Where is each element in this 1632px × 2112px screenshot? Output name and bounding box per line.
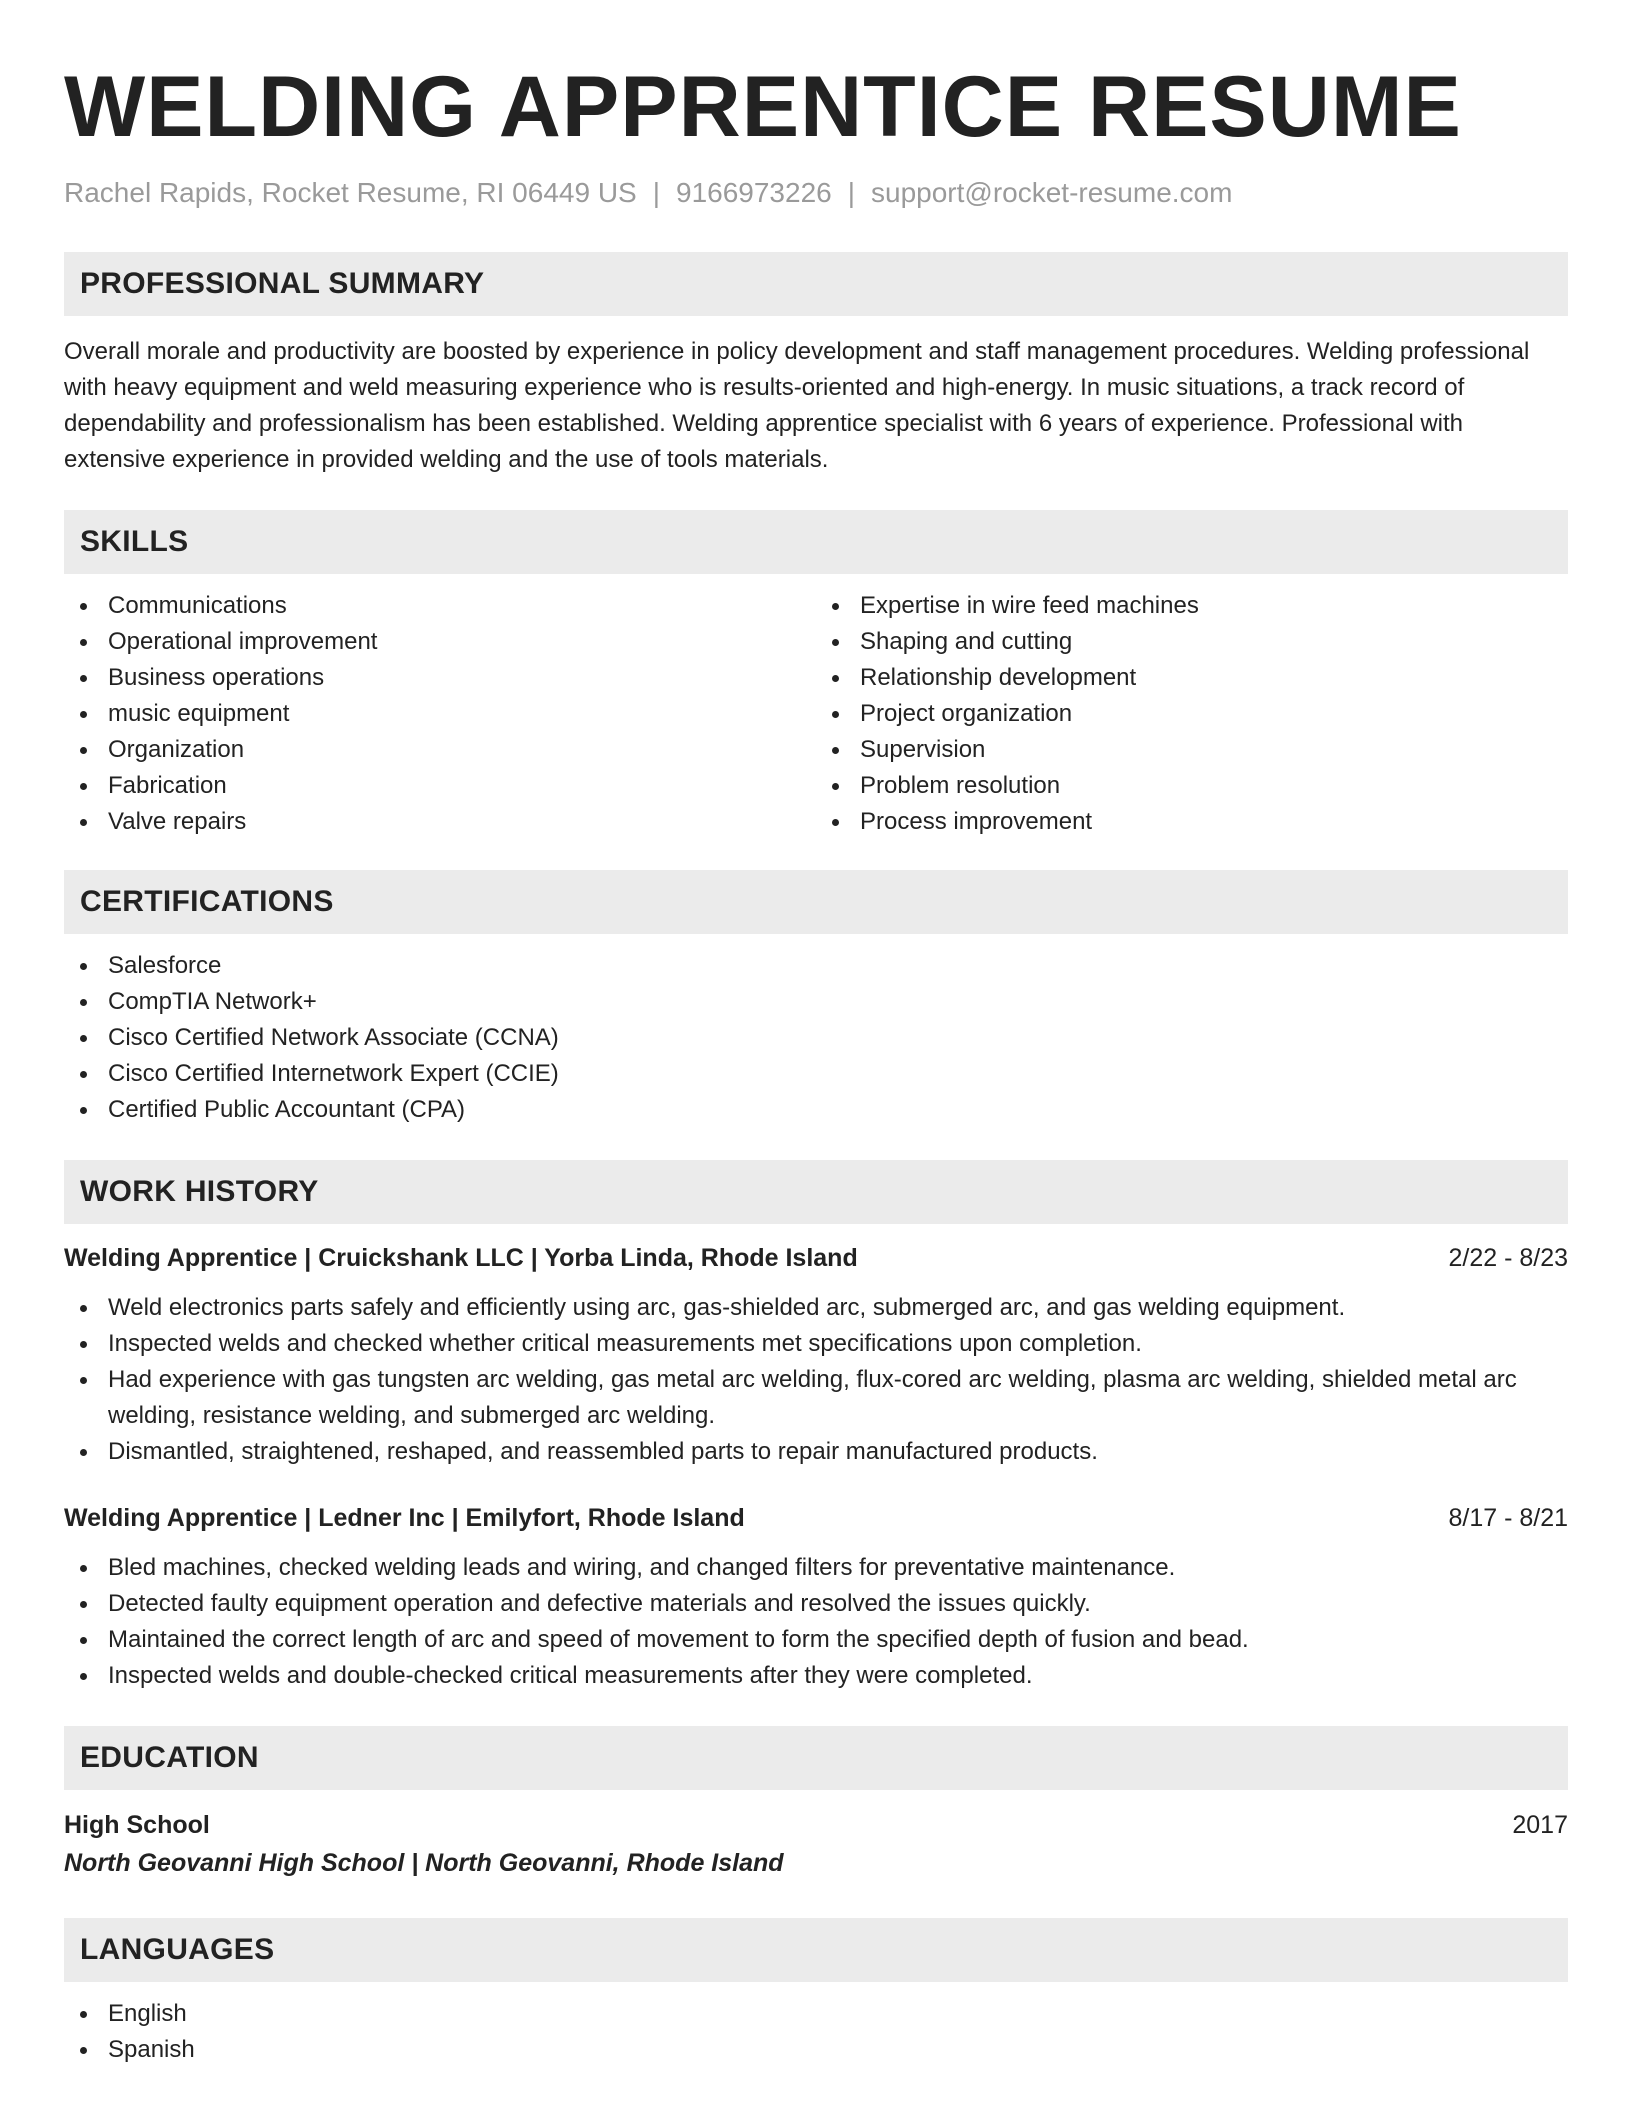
skills-heading: SKILLS: [64, 510, 1568, 574]
education-entry: [64, 1806, 1568, 1882]
list-item: CompTIA Network+: [64, 984, 1568, 1020]
job-header: [64, 1240, 1568, 1276]
list-item: music equipment: [64, 696, 816, 732]
list-item: Business operations: [64, 660, 816, 696]
list-item: Certified Public Accountant (CPA): [64, 1092, 1568, 1128]
job-entry: [64, 1500, 1568, 1694]
bullet-icon: [832, 603, 839, 610]
contact-email: support@rocket-resume.com: [871, 177, 1233, 208]
bullet-icon: [80, 1637, 87, 1644]
list-item: Cisco Certified Internetwork Expert (CCIE): [64, 1056, 1568, 1092]
bullet-icon: [80, 1449, 87, 1456]
job-entry: [64, 1240, 1568, 1470]
list-item: Valve repairs: [64, 804, 816, 840]
bullet-icon: [832, 819, 839, 826]
languages-list: [64, 1996, 1568, 2068]
list-item: Dismantled, straightened, reshaped, and reassembled parts to repair manufactured products.: [64, 1434, 1568, 1470]
job-bullets: [64, 1290, 1568, 1470]
list-item: Shaping and cutting: [816, 624, 1568, 660]
list-item: Salesforce: [64, 948, 1568, 984]
list-item: Cisco Certified Network Associate (CCNA): [64, 1020, 1568, 1056]
bullet-icon: [832, 639, 839, 646]
bullet-icon: [80, 1673, 87, 1680]
list-item: Weld electronics parts safely and efficiently using arc, gas-shielded arc, submerged arc, and gas welding equipment.: [64, 1290, 1568, 1326]
bullet-icon: [80, 2011, 87, 2018]
job-dates: 8/17 - 8/21: [1448, 1503, 1568, 1532]
list-item: Operational improvement: [64, 624, 816, 660]
bullet-icon: [832, 747, 839, 754]
bullet-icon: [832, 711, 839, 718]
list-item: Project organization: [816, 696, 1568, 732]
list-item: Spanish: [64, 2032, 1568, 2068]
list-item: Maintained the correct length of arc and speed of movement to form the specified depth of fusion and bead.: [64, 1622, 1568, 1658]
bullet-icon: [80, 819, 87, 826]
contact-separator: |: [847, 177, 856, 208]
summary-heading: PROFESSIONAL SUMMARY: [64, 252, 1568, 316]
bullet-icon: [80, 1305, 87, 1312]
contact-line: [64, 176, 1568, 210]
list-item: Communications: [64, 588, 816, 624]
bullet-icon: [80, 999, 87, 1006]
summary-text: Overall morale and productivity are boosted by experience in policy development and staff management procedures. Welding professional with heavy equipment and weld measuring experience who is results-oriented and high-energy. In music situations, a track record of dependability and professionalism has been established. Welding apprentice specialist with 6 years of experience. Professional with extensive experience in provided welding and the use of tools materials.: [64, 337, 1530, 473]
list-item: Detected faulty equipment operation and defective materials and resolved the issues quickly.: [64, 1586, 1568, 1622]
list-item: Bled machines, checked welding leads and wiring, and changed filters for preventative maintenance.: [64, 1550, 1568, 1586]
bullet-icon: [80, 711, 87, 718]
bullet-icon: [80, 1107, 87, 1114]
list-item: Fabrication: [64, 768, 816, 804]
list-item: Relationship development: [816, 660, 1568, 696]
list-item: Organization: [64, 732, 816, 768]
job-title: Welding Apprentice | Cruickshank LLC | Yorba Linda, Rhode Island: [64, 1243, 858, 1272]
bullet-icon: [80, 747, 87, 754]
education-header: [64, 1806, 1568, 1844]
work-history-heading: WORK HISTORY: [64, 1160, 1568, 1224]
bullet-icon: [80, 1377, 87, 1384]
list-item: Expertise in wire feed machines: [816, 588, 1568, 624]
job-dates: 2/22 - 8/23: [1448, 1243, 1568, 1272]
bullet-icon: [80, 1341, 87, 1348]
bullet-icon: [832, 675, 839, 682]
list-item: Inspected welds and double-checked critical measurements after they were completed.: [64, 1658, 1568, 1694]
list-item: Process improvement: [816, 804, 1568, 840]
skills-grid: [64, 588, 1568, 840]
bullet-icon: [80, 1565, 87, 1572]
contact-address: Rachel Rapids, Rocket Resume, RI 06449 US: [64, 177, 637, 208]
bullet-icon: [80, 675, 87, 682]
certifications-list: [64, 948, 1568, 1128]
skills-column-right: [816, 588, 1568, 840]
bullet-icon: [80, 2047, 87, 2054]
bullet-icon: [80, 963, 87, 970]
education-school: North Geovanni High School | North Geovanni, Rhode Island: [64, 1848, 784, 1877]
list-item: Had experience with gas tungsten arc welding, gas metal arc welding, flux-cored arc welding, plasma arc welding, shielded metal arc welding, resistance welding, and submerged arc welding.: [64, 1362, 1568, 1434]
job-title: Welding Apprentice | Ledner Inc | Emilyfort, Rhode Island: [64, 1503, 745, 1532]
education-year: 2017: [1512, 1810, 1568, 1839]
bullet-icon: [80, 1071, 87, 1078]
contact-phone: 9166973226: [676, 177, 832, 208]
bullet-icon: [832, 783, 839, 790]
languages-heading: LANGUAGES: [64, 1918, 1568, 1982]
job-header: [64, 1500, 1568, 1536]
education-heading: EDUCATION: [64, 1726, 1568, 1790]
list-item: Problem resolution: [816, 768, 1568, 804]
skills-column-left: [64, 588, 816, 840]
bullet-icon: [80, 783, 87, 790]
job-bullets: [64, 1550, 1568, 1694]
certifications-heading: CERTIFICATIONS: [64, 870, 1568, 934]
list-item: Inspected welds and checked whether critical measurements met specifications upon completion.: [64, 1326, 1568, 1362]
bullet-icon: [80, 1601, 87, 1608]
resume-title: WELDING APPRENTICE RESUME: [64, 59, 1462, 155]
contact-separator: |: [652, 177, 660, 208]
bullet-icon: [80, 1035, 87, 1042]
bullet-icon: [80, 639, 87, 646]
list-item: Supervision: [816, 732, 1568, 768]
education-degree: High School: [64, 1810, 210, 1839]
bullet-icon: [80, 603, 87, 610]
list-item: English: [64, 1996, 1568, 2032]
